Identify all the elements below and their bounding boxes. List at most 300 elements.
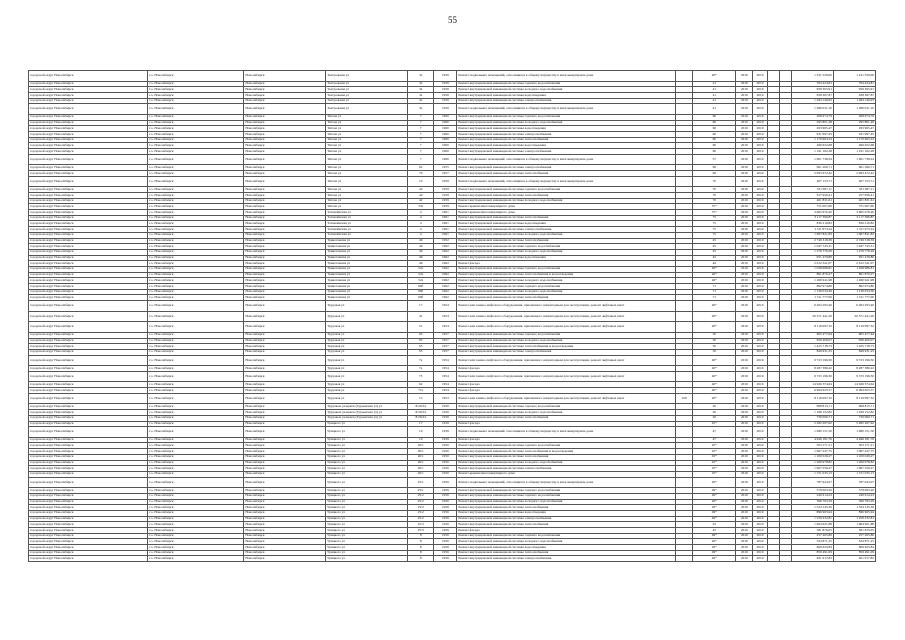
cell-locality: Новосибирск	[244, 81, 326, 87]
cell-locality: Новосибирск	[244, 149, 326, 155]
cell-house: 4	[407, 227, 433, 233]
cell-y1: 2019	[736, 338, 753, 344]
cell-plan: 45*	[693, 449, 736, 455]
cell-plan: 45	[693, 255, 736, 261]
cell-cost2: 764 424,81	[833, 81, 875, 87]
cell-work: Ремонт внутридомовой инженерной системы горячего водоснабжения	[457, 266, 676, 272]
cell-plan: 45	[693, 528, 736, 534]
cell-settlement: г.о. Новосибирск	[148, 556, 244, 562]
cell-year: 1939	[434, 421, 457, 427]
cell-locality: Новосибирск	[244, 522, 326, 528]
cell-district: городской округ Новосибирск	[29, 143, 148, 149]
cell-flag	[676, 322, 693, 333]
cell-y1: 2019	[736, 466, 753, 472]
cell-year: 1950	[434, 443, 457, 449]
cell-year: 1957	[434, 332, 457, 338]
cell-house: 7	[407, 132, 433, 138]
cell-district: городской округ Новосибирск	[29, 371, 148, 382]
cell-year: 1961	[434, 210, 457, 216]
cell-y2: 2019	[753, 344, 767, 350]
cell-locality: Новосибирск	[244, 427, 326, 438]
cell-plan: 46*	[693, 272, 736, 278]
cell-cost2: 931 997,45	[833, 132, 875, 138]
table-row	[29, 556, 876, 562]
cell-plan: 69	[693, 165, 736, 171]
cell-locality: Новосибирск	[244, 332, 326, 338]
cell-house: 25/2	[407, 516, 433, 522]
cell-work: Ремонт или замена лифтового оборудования, признанного непригодным для эксплуатации, ремонт лифтовых шахт	[457, 355, 676, 366]
cell-plan: 40*	[693, 311, 736, 322]
cell-district: городской округ Новосибирск	[29, 443, 148, 449]
cell-y1: 2019	[736, 295, 753, 301]
cell-cost1: 331 967,11	[791, 187, 833, 193]
cell-y1: 2019	[736, 165, 753, 171]
cell-year: 1954	[434, 301, 457, 312]
cell-district: городской округ Новосибирск	[29, 81, 148, 87]
cell-district: городской округ Новосибирск	[29, 410, 148, 416]
cell-street: Урицкого ул	[326, 505, 408, 511]
cell-year: 1956	[434, 493, 457, 499]
cell-cost2: 787 943,07	[833, 477, 875, 488]
cell-locality: Новосибирск	[244, 322, 326, 333]
cell-street: Толмачёвская ул	[326, 227, 408, 233]
cell-work: Ремонт внутридомовой инженерной системы теплоснабжения	[457, 137, 676, 143]
cell-settlement: г.о. Новосибирск	[148, 539, 244, 545]
cell-work: Ремонт внутридомовой инженерной системы теплоснабжения	[457, 454, 676, 460]
cell-house: 25/2	[407, 505, 433, 511]
cell-y1: 2019	[736, 545, 753, 551]
cell-district: городской округ Новосибирск	[29, 404, 148, 410]
cell-cost1: 1 276 776,29	[791, 249, 833, 255]
cell-y2: 2019	[753, 210, 767, 216]
cell-y2: 2019	[753, 550, 767, 556]
cell-work: Ремонт внутридомовой инженерной системы электроснабжения	[457, 466, 676, 472]
cell-cost2: 1 170 663,24	[833, 137, 875, 143]
cell-work: Ремонт внутридомовой инженерной системы холодного водоснабжения	[457, 249, 676, 255]
cell-y1: 2019	[736, 454, 753, 460]
cell-plan: 45*	[693, 454, 736, 460]
cell-house: 8/20/24	[407, 415, 433, 421]
cell-cost2: 621 917,82	[833, 556, 875, 562]
cell-settlement: г.о. Новосибирск	[148, 301, 244, 312]
cell-street: Урицкого ул	[326, 556, 408, 562]
cell-cost2: 8 116 097,32	[833, 393, 875, 404]
cell-district: городской округ Новосибирск	[29, 295, 148, 301]
cell-locality: Новосибирск	[244, 499, 326, 505]
cell-plan: 45*	[693, 443, 736, 449]
cell-y2: 2019	[753, 198, 767, 204]
cell-cost1: 1 170 663,24	[791, 137, 833, 143]
cell-house: 7а	[407, 366, 433, 372]
cell-cost2: 1 269 978,82	[833, 460, 875, 466]
cell-year: 1950	[434, 454, 457, 460]
cell-district: городской округ Новосибирск	[29, 311, 148, 322]
cell-year: 1956	[434, 533, 457, 539]
cell-district: городской округ Новосибирск	[29, 132, 148, 138]
cell-cost2: 295 801,48	[833, 120, 875, 126]
cell-cost2: 6 994 625,57	[833, 388, 875, 394]
cell-cost2: 1 311 973,24	[833, 227, 875, 233]
cell-cost1: 20 371 441,20	[791, 311, 833, 322]
cell-y1: 2019	[736, 477, 753, 488]
cell-y1: 2019	[736, 238, 753, 244]
cell-plan: 46*	[693, 278, 736, 284]
cell-y1: 2019	[736, 143, 753, 149]
cell-house: 4	[407, 215, 433, 221]
cell-cost2: 499 652,68	[833, 143, 875, 149]
cell-settlement: г.о. Новосибирск	[148, 114, 244, 120]
cell-work: Ремонт внутридомовой инженерной системы водоотведения	[457, 221, 676, 227]
cell-house: 7	[407, 114, 433, 120]
cell-district: городской округ Новосибирск	[29, 266, 148, 272]
cell-cost1: 1 047 745,31	[791, 244, 833, 250]
cell-y1: 2019	[736, 393, 753, 404]
cell-district: городской округ Новосибирск	[29, 528, 148, 534]
cell-plan: 49*	[693, 488, 736, 494]
cell-cost2: 836 219,82	[833, 221, 875, 227]
cell-cost1: 2 749 318,39	[791, 238, 833, 244]
cell-settlement: г.о. Новосибирск	[148, 261, 244, 267]
cell-locality: Новосибирск	[244, 488, 326, 494]
cell-work: Ремонт внутридомовой инженерной системы горячего водоснабжения	[457, 244, 676, 250]
cell-locality: Новосибирск	[244, 143, 326, 149]
cell-cost1: 1 260 941,98	[791, 278, 833, 284]
cell-y1: 2019	[736, 388, 753, 394]
cell-settlement: г.о. Новосибирск	[148, 393, 244, 404]
cell-work: Ремонт внутридомовой инженерной системы горячего водоснабжения	[457, 404, 676, 410]
cell-house: 25/1	[407, 488, 433, 494]
cell-work: Ремонт внутридомовой инженерной системы электроснабжения	[457, 98, 676, 104]
cell-settlement: г.о. Новосибирск	[148, 132, 244, 138]
cell-year: 1950	[434, 466, 457, 472]
cell-cost2: 1 189 152,82	[833, 410, 875, 416]
cell-locality: Новосибирск	[244, 466, 326, 472]
cell-locality: Новосибирск	[244, 238, 326, 244]
cell-y3	[767, 371, 779, 382]
cell-settlement: г.о. Новосибирск	[148, 244, 244, 250]
cell-settlement: г.о. Новосибирск	[148, 215, 244, 221]
cell-y1: 2019	[736, 104, 753, 115]
cell-cost1: 14 926 374,64	[791, 382, 833, 388]
cell-y1: 2019	[736, 114, 753, 120]
cell-cost1: 324 871,25	[791, 539, 833, 545]
cell-cost2: 331 967,11	[833, 187, 875, 193]
cell-y2: 2019	[753, 221, 767, 227]
cell-y2: 2019	[753, 371, 767, 382]
cell-settlement: г.о. Новосибирск	[148, 516, 244, 522]
cell-plan: 40*	[693, 393, 736, 404]
cell-work: Ремонт внутридомовой инженерной системы водоотведения	[457, 255, 676, 261]
cell-district: городской округ Новосибирск	[29, 545, 148, 551]
cell-y2: 2019	[753, 404, 767, 410]
cell-settlement: г.о. Новосибирск	[148, 193, 244, 199]
cell-locality: Новосибирск	[244, 460, 326, 466]
cell-work: Ремонт внутридомовой инженерной системы электроснабжения	[457, 149, 676, 155]
cell-year: 1960	[434, 154, 457, 165]
cell-year: 1957	[434, 349, 457, 355]
cell-cost2: 324 871,25	[833, 539, 875, 545]
cell-street: Урицкого ул	[326, 437, 408, 443]
cell-cost1: 1 311 777,00	[791, 295, 833, 301]
cell-settlement: г.о. Новосибирск	[148, 322, 244, 333]
cell-y1: 2019	[736, 522, 753, 528]
cell-district: городской округ Новосибирск	[29, 284, 148, 290]
cell-y2: 2019	[753, 301, 767, 312]
cell-cost1: 849 931,25	[791, 349, 833, 355]
cell-y2: 2019	[753, 338, 767, 344]
cell-locality: Новосибирск	[244, 92, 326, 98]
cell-y1: 2019	[736, 488, 753, 494]
cell-y1: 2019	[736, 132, 753, 138]
cell-work: Ремонт внутридомовой инженерной системы холодного водоснабжения	[457, 338, 676, 344]
cell-work: Ремонт внутридомовой инженерной системы водоотведения	[457, 126, 676, 132]
cell-y2: 2019	[753, 460, 767, 466]
cell-settlement: г.о. Новосибирск	[148, 466, 244, 472]
cell-locality: Новосибирск	[244, 545, 326, 551]
table-row	[29, 71, 876, 82]
cell-work: Ремонт крыши многоквартирного дома	[457, 471, 676, 477]
cell-cost1: 1 284 146,93	[791, 98, 833, 104]
cell-house: 7	[407, 120, 433, 126]
cell-district: городской округ Новосибирск	[29, 301, 148, 312]
cell-cost2: 891 879,27	[833, 272, 875, 278]
cell-year: 1956	[434, 477, 457, 488]
cell-locality: Новосибирск	[244, 165, 326, 171]
cell-cost1: 1 067 247,75	[791, 449, 833, 455]
cell-y2: 2019	[753, 510, 767, 516]
cell-y1: 2019	[736, 550, 753, 556]
cell-y2: 2019	[753, 244, 767, 250]
cell-house: 7	[407, 143, 433, 149]
cell-locality: Новосибирск	[244, 249, 326, 255]
cell-work: Ремонт внутридомовой инженерной системы электроснабжения	[457, 165, 676, 171]
cell-work: Ремонт внутридомовой инженерной системы теплоснабжения	[457, 415, 676, 421]
cell-street: Титова ул	[326, 204, 408, 210]
cell-y1: 2019	[736, 344, 753, 350]
cell-y3	[767, 311, 779, 322]
cell-street: Титова ул	[326, 143, 408, 149]
cell-year: 1952	[434, 238, 457, 244]
cell-street: Титова ул	[326, 198, 408, 204]
cell-house: 17	[407, 421, 433, 427]
cell-plan: 49*	[693, 516, 736, 522]
cell-cost1: 1 080 151,50	[791, 427, 833, 438]
cell-settlement: г.о. Новосибирск	[148, 255, 244, 261]
cell-y1: 2019	[736, 415, 753, 421]
cell-y3	[767, 104, 779, 115]
cell-y2: 2019	[753, 81, 767, 87]
cell-cost2: 1 100 029,27	[833, 454, 875, 460]
cell-cost1: 401 831,61	[791, 198, 833, 204]
cell-street: Титова ул	[326, 165, 408, 171]
cell-y1: 2019	[736, 92, 753, 98]
cell-year: 1956	[434, 550, 457, 556]
cell-year: 1939	[434, 427, 457, 438]
cell-cost2: 1 067 821,83	[833, 232, 875, 238]
cell-plan: 50	[693, 349, 736, 355]
cell-house: 20/1	[407, 454, 433, 460]
cell-work: Ремонт внутридомовой инженерной системы холодного водоснабжения	[457, 232, 676, 238]
cell-empty	[779, 301, 791, 312]
cell-year: 1961	[434, 215, 457, 221]
cell-y2: 2019	[753, 215, 767, 221]
cell-cost2: 2 749 318,39	[833, 238, 875, 244]
cell-year: 1956	[434, 104, 457, 115]
cell-locality: Новосибирск	[244, 114, 326, 120]
cell-cost2: 20 371 441,20	[833, 311, 875, 322]
cell-plan: 75	[693, 221, 736, 227]
cell-cost1: 787 943,07	[791, 477, 833, 488]
cell-cost1: 961 266,71	[791, 165, 833, 171]
cell-empty	[779, 311, 791, 322]
cell-plan: 20	[693, 415, 736, 421]
cell-year: 1939	[434, 437, 457, 443]
cell-cost1: 1 721 035,13	[791, 471, 833, 477]
cell-street: Трикотажная ул	[326, 261, 408, 267]
cell-y2: 2019	[753, 522, 767, 528]
cell-plan: 41	[693, 104, 736, 115]
cell-work: Ремонт внутридомовой инженерной системы водоотведения	[457, 545, 676, 551]
cell-district: городской округ Новосибирск	[29, 104, 148, 115]
cell-cost2: 596 763,29	[833, 499, 875, 505]
cell-district: городской округ Новосибирск	[29, 477, 148, 488]
cell-plan: 49*	[693, 556, 736, 562]
cell-district: городской округ Новосибирск	[29, 87, 148, 93]
cell-plan: 75	[693, 227, 736, 233]
cell-y1: 2019	[736, 244, 753, 250]
cell-y1: 2019	[736, 289, 753, 295]
cell-work: Ремонт внутридомовой инженерной системы теплоснабжения и водоотведения	[457, 272, 676, 278]
cell-district: городской округ Новосибирск	[29, 114, 148, 120]
cell-plan: 40*	[693, 355, 736, 366]
cell-locality: Новосибирск	[244, 410, 326, 416]
cell-house: 60б	[407, 295, 433, 301]
cell-y2: 2019	[753, 528, 767, 534]
cell-district: городской округ Новосибирск	[29, 71, 148, 82]
cell-house: 7а	[407, 355, 433, 366]
cell-house: 3а	[407, 81, 433, 87]
cell-settlement: г.о. Новосибирск	[148, 471, 244, 477]
cell-street: Урицкого ул	[326, 443, 408, 449]
cell-y1: 2019	[736, 255, 753, 261]
table-row	[29, 427, 876, 438]
cell-cost2: 467 153,71	[833, 176, 875, 187]
cell-plan: 71	[693, 289, 736, 295]
cell-locality: Новосибирск	[244, 355, 326, 366]
cell-y2: 2019	[753, 255, 767, 261]
cell-locality: Новосибирск	[244, 154, 326, 165]
table-row	[29, 311, 876, 322]
cell-locality: Новосибирск	[244, 227, 326, 233]
cell-district: городской округ Новосибирск	[29, 338, 148, 344]
cell-house: 3а	[407, 71, 433, 82]
cell-work: Ремонт или замена лифтового оборудования, признанного непригодным для эксплуатации, ремонт лифтовых шахт	[457, 322, 676, 333]
cell-cost1: 1 311 973,24	[791, 227, 833, 233]
cell-cost2: 8 116 097,32	[833, 322, 875, 333]
cell-locality: Новосибирск	[244, 187, 326, 193]
cell-locality: Новосибирск	[244, 71, 326, 82]
cell-cost1: 1 100 029,27	[791, 454, 833, 460]
cell-cost1: 8 116 097,32	[791, 393, 833, 404]
cell-house: 42	[407, 198, 433, 204]
cell-y3	[767, 176, 779, 187]
cell-locality: Новосибирск	[244, 366, 326, 372]
cell-locality: Новосибирск	[244, 311, 326, 322]
cell-y2: 2019	[753, 388, 767, 394]
cell-cost1: 293 965,47	[791, 126, 833, 132]
cell-y2: 2019	[753, 332, 767, 338]
cell-plan: 49*	[693, 477, 736, 488]
cell-cost1: 764 424,81	[791, 81, 833, 87]
cell-year: 1956	[434, 71, 457, 82]
cell-house: 52а	[407, 278, 433, 284]
cell-district: городской округ Новосибирск	[29, 149, 148, 155]
table-row	[29, 154, 876, 165]
cell-year: 1954	[434, 311, 457, 322]
cell-year: 1959	[434, 193, 457, 199]
cell-work: Ремонт внутридомовой инженерной системы горячего водоснабжения	[457, 533, 676, 539]
cell-plan: 60	[693, 143, 736, 149]
cell-year: 1959	[434, 204, 457, 210]
cell-y2: 2019	[753, 132, 767, 138]
cell-y1: 2019	[736, 493, 753, 499]
cell-settlement: г.о. Новосибирск	[148, 295, 244, 301]
cell-y1: 2019	[736, 355, 753, 366]
cell-street: Толмачёвская ул	[326, 210, 408, 216]
cell-district: городской округ Новосибирск	[29, 238, 148, 244]
cell-y2: 2019	[753, 505, 767, 511]
cell-house: 49	[407, 244, 433, 250]
cell-cost2: 1 231 529,00	[833, 71, 875, 82]
cell-cost1: 1 189 152,82	[791, 410, 833, 416]
cell-house: 25/2	[407, 493, 433, 499]
cell-plan: 60	[693, 137, 736, 143]
cell-locality: Новосибирск	[244, 516, 326, 522]
cell-cost1: 2 612 541,07	[791, 261, 833, 267]
cell-y2: 2019	[753, 539, 767, 545]
cell-settlement: г.о. Новосибирск	[148, 545, 244, 551]
cell-cost1: 1 259 232,81	[791, 516, 833, 522]
cell-work: Ремонт внутридомовой инженерной системы горячего водоснабжения	[457, 187, 676, 193]
cell-street: Трудовая ул	[326, 366, 408, 372]
cell-y1: 2019	[736, 284, 753, 290]
cell-settlement: г.о. Новосибирск	[148, 284, 244, 290]
cell-street: Урицкого ул	[326, 499, 408, 505]
cell-y1: 2019	[736, 149, 753, 155]
cell-house: 41	[407, 311, 433, 322]
cell-year: 1962	[434, 266, 457, 272]
cell-plan: 60	[693, 114, 736, 120]
cell-work: Ремонт внутридомовой инженерной системы холодного водоснабжения	[457, 460, 676, 466]
cell-y2: 2019	[753, 87, 767, 93]
cell-y1: 2019	[736, 232, 753, 238]
cell-district: городской округ Новосибирск	[29, 221, 148, 227]
cell-district: городской округ Новосибирск	[29, 349, 148, 355]
cell-settlement: г.о. Новосибирск	[148, 437, 244, 443]
cell-locality: Новосибирск	[244, 528, 326, 534]
cell-house: 3а	[407, 92, 433, 98]
cell-y1: 2019	[736, 261, 753, 267]
cell-street: Трудовая ул	[326, 344, 408, 350]
cell-y2: 2019	[753, 227, 767, 233]
cell-plan: 40*	[693, 322, 736, 333]
cell-y1: 2019	[736, 556, 753, 562]
cell-street: Урицкого ул	[326, 460, 408, 466]
cell-cost1: 1 425 718,73	[791, 344, 833, 350]
cell-work: Ремонт внутридомовой инженерной системы теплоснабжения	[457, 295, 676, 301]
cell-street: Трудовых резервов (Гурьевская ул) ул	[326, 415, 408, 421]
cell-house: 3а	[407, 98, 433, 104]
